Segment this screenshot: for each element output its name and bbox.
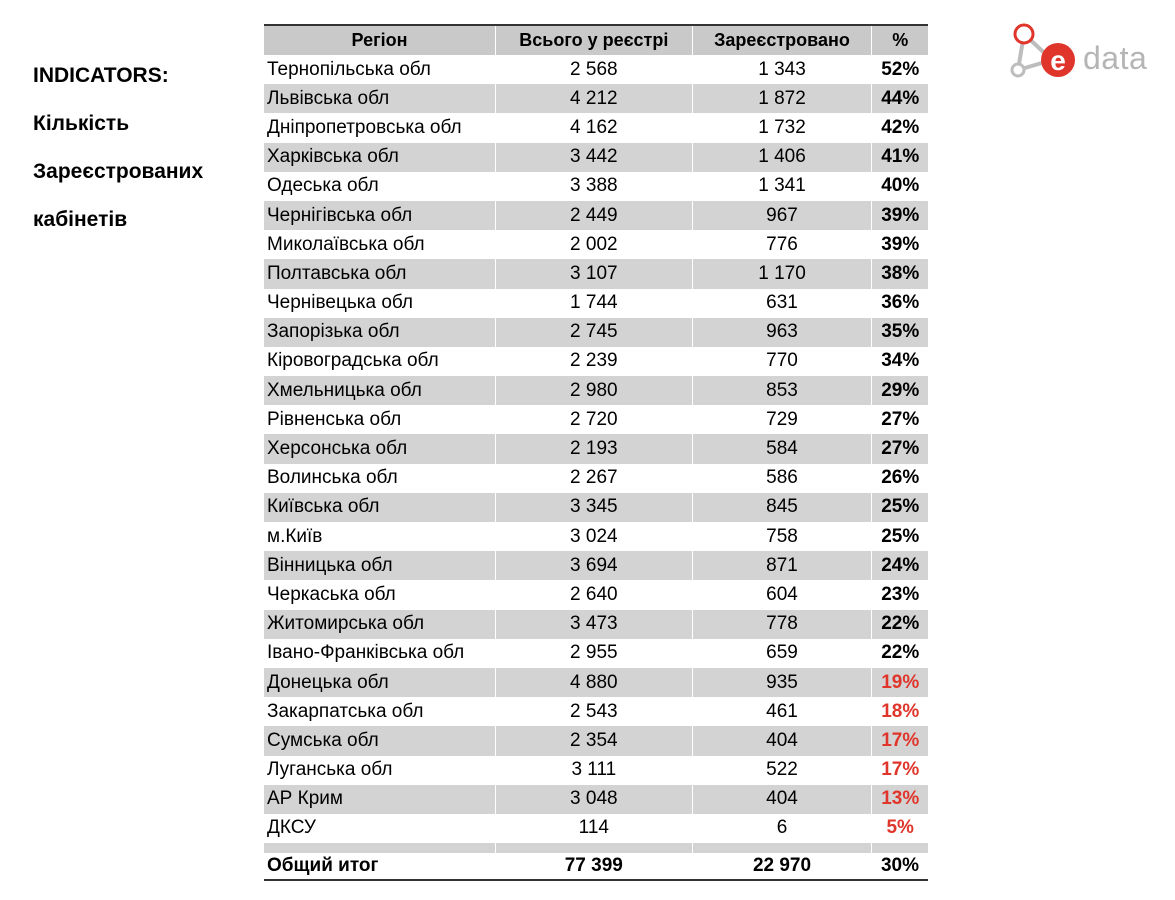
registered-cell: 584 bbox=[692, 434, 872, 463]
table-spacer-row bbox=[264, 843, 928, 853]
table-row bbox=[264, 551, 928, 580]
region-cell: АР Крим bbox=[264, 785, 496, 814]
table-row bbox=[264, 113, 928, 142]
region-cell: Львівська обл bbox=[264, 84, 496, 113]
region-cell: Волинська обл bbox=[267, 467, 398, 489]
table-row bbox=[264, 756, 928, 785]
table-total-row bbox=[264, 853, 928, 880]
table-row bbox=[264, 230, 928, 259]
table-row bbox=[264, 172, 928, 201]
region-cell: ДКСУ bbox=[267, 817, 316, 839]
total-cell: 2 543 bbox=[496, 697, 693, 726]
total-cell: 3 388 bbox=[496, 172, 693, 201]
region-cell: Одеська обл bbox=[267, 175, 379, 197]
region-cell: Полтавська обл bbox=[264, 259, 496, 288]
total-cell: 114 bbox=[496, 814, 693, 843]
percent-cell: 27% bbox=[872, 405, 928, 434]
region-cell: м.Київ bbox=[267, 525, 323, 547]
percent-cell: 18% bbox=[872, 697, 928, 726]
registered-cell: 935 bbox=[692, 668, 872, 697]
logo-e-letter: e bbox=[1050, 45, 1066, 76]
percent-cell: 27% bbox=[872, 434, 928, 463]
total-cell: 4 212 bbox=[496, 84, 693, 113]
table-row bbox=[264, 668, 928, 697]
percent-cell: 52% bbox=[872, 55, 928, 84]
total-cell: 2 640 bbox=[496, 580, 693, 609]
header-percent: % bbox=[872, 25, 928, 55]
table-row bbox=[264, 464, 928, 493]
table-row bbox=[264, 610, 928, 639]
percent-cell: 25% bbox=[872, 522, 928, 551]
region-cell: Чернігівська обл bbox=[264, 201, 496, 230]
table-row bbox=[264, 55, 928, 84]
table-row bbox=[264, 580, 928, 609]
region-cell: Харківська обл bbox=[264, 143, 496, 172]
region-cell: Миколаївська обл bbox=[267, 233, 425, 255]
region-cell: Тернопільська обл bbox=[267, 58, 431, 80]
total-cell: 3 442 bbox=[496, 143, 693, 172]
registered-cell: 1 406 bbox=[692, 143, 872, 172]
registered-cell: 871 bbox=[692, 551, 872, 580]
registered-cell: 604 bbox=[692, 580, 872, 609]
percent-cell: 41% bbox=[872, 143, 928, 172]
total-cell: 2 980 bbox=[496, 376, 693, 405]
table-row bbox=[264, 639, 928, 668]
registered-cell: 1 732 bbox=[692, 113, 872, 142]
region-cell: Донецька обл bbox=[264, 668, 496, 697]
percent-cell: 35% bbox=[872, 318, 928, 347]
edata-logo bbox=[1008, 18, 1168, 88]
region-cell: Луганська обл bbox=[267, 759, 393, 781]
registered-cell: 1 170 bbox=[692, 259, 872, 288]
registered-cell: 853 bbox=[692, 376, 872, 405]
percent-cell: 42% bbox=[872, 113, 928, 142]
grand-percent-cell: 30% bbox=[872, 853, 928, 880]
total-cell: 4 162 bbox=[496, 113, 693, 142]
table-row bbox=[264, 347, 928, 376]
header-total: Всього у реєстрі bbox=[496, 25, 693, 55]
region-cell: Івано-Франківська обл bbox=[267, 642, 465, 664]
percent-cell: 39% bbox=[872, 230, 928, 259]
registered-cell: 404 bbox=[692, 785, 872, 814]
percent-cell: 23% bbox=[872, 580, 928, 609]
total-cell: 3 473 bbox=[496, 610, 693, 639]
molecule-icon bbox=[1008, 18, 1088, 88]
percent-cell: 25% bbox=[872, 493, 928, 522]
header-region: Регіон bbox=[264, 25, 496, 55]
table-row bbox=[264, 726, 928, 755]
registered-cell: 1 872 bbox=[692, 84, 872, 113]
percent-cell: 39% bbox=[872, 201, 928, 230]
percent-cell: 24% bbox=[872, 551, 928, 580]
region-cell: Кіровоградська обл bbox=[267, 350, 439, 372]
region-cell: Черкаська обл bbox=[267, 583, 396, 605]
registered-cell: 729 bbox=[692, 405, 872, 434]
table-row bbox=[264, 143, 928, 172]
total-cell: 4 880 bbox=[496, 668, 693, 697]
indicators-heading bbox=[33, 52, 253, 244]
region-cell: Закарпатська обл bbox=[267, 700, 424, 722]
registered-cell: 586 bbox=[692, 464, 872, 493]
table-row bbox=[264, 318, 928, 347]
percent-cell: 19% bbox=[872, 668, 928, 697]
region-cell: Київська обл bbox=[264, 493, 496, 522]
percent-cell: 29% bbox=[872, 376, 928, 405]
total-label: Общий итог bbox=[264, 853, 496, 880]
total-cell: 2 267 bbox=[496, 464, 693, 493]
grand-total-cell: 77 399 bbox=[496, 853, 693, 880]
title-line-2: Зареєстрованих bbox=[33, 160, 204, 183]
region-cell: Чернівецька обл bbox=[267, 292, 413, 314]
total-cell: 3 694 bbox=[496, 551, 693, 580]
header-registered: Зареєстровано bbox=[692, 25, 872, 55]
registered-cell: 6 bbox=[692, 814, 872, 843]
percent-cell: 22% bbox=[872, 610, 928, 639]
registered-cell: 963 bbox=[692, 318, 872, 347]
table-row bbox=[264, 434, 928, 463]
registered-cell: 770 bbox=[692, 347, 872, 376]
total-cell: 3 024 bbox=[496, 522, 693, 551]
registered-cell: 758 bbox=[692, 522, 872, 551]
total-cell: 2 568 bbox=[496, 55, 693, 84]
total-cell: 2 354 bbox=[496, 726, 693, 755]
table-row bbox=[264, 289, 928, 318]
registration-table bbox=[264, 24, 928, 881]
percent-cell: 44% bbox=[872, 84, 928, 113]
total-cell: 2 002 bbox=[496, 230, 693, 259]
percent-cell: 17% bbox=[872, 726, 928, 755]
registered-cell: 778 bbox=[692, 610, 872, 639]
title-line-1: Кількість bbox=[33, 112, 130, 135]
grand-registered-cell: 22 970 bbox=[692, 853, 872, 880]
percent-cell: 22% bbox=[872, 639, 928, 668]
percent-cell: 38% bbox=[872, 259, 928, 288]
total-cell: 2 955 bbox=[496, 639, 693, 668]
percent-cell: 5% bbox=[872, 814, 928, 843]
registered-cell: 522 bbox=[692, 756, 872, 785]
table-row bbox=[264, 493, 928, 522]
registered-cell: 659 bbox=[692, 639, 872, 668]
registered-cell: 404 bbox=[692, 726, 872, 755]
table-row bbox=[264, 522, 928, 551]
table-row bbox=[264, 405, 928, 434]
table-row bbox=[264, 259, 928, 288]
region-cell: Сумська обл bbox=[264, 726, 496, 755]
percent-cell: 36% bbox=[872, 289, 928, 318]
total-cell: 1 744 bbox=[496, 289, 693, 318]
table-row bbox=[264, 814, 928, 843]
total-cell: 2 193 bbox=[496, 434, 693, 463]
total-cell: 3 111 bbox=[496, 756, 693, 785]
table-row bbox=[264, 697, 928, 726]
table-row bbox=[264, 84, 928, 113]
registered-cell: 1 341 bbox=[692, 172, 872, 201]
logo-text: data bbox=[1083, 40, 1148, 76]
region-cell: Запорізька обл bbox=[264, 318, 496, 347]
total-cell: 2 449 bbox=[496, 201, 693, 230]
region-cell: Херсонська обл bbox=[264, 434, 496, 463]
table-header-row bbox=[264, 25, 928, 55]
total-cell: 2 239 bbox=[496, 347, 693, 376]
region-cell: Вінницька обл bbox=[264, 551, 496, 580]
region-cell: Житомирська обл bbox=[264, 610, 496, 639]
registered-cell: 1 343 bbox=[692, 55, 872, 84]
total-cell: 3 345 bbox=[496, 493, 693, 522]
table-row bbox=[264, 201, 928, 230]
percent-cell: 34% bbox=[872, 347, 928, 376]
region-cell: Рівненська обл bbox=[267, 408, 402, 430]
total-cell: 2 720 bbox=[496, 405, 693, 434]
table-row bbox=[264, 376, 928, 405]
total-cell: 3 107 bbox=[496, 259, 693, 288]
registered-cell: 967 bbox=[692, 201, 872, 230]
registered-cell: 845 bbox=[692, 493, 872, 522]
total-cell: 3 048 bbox=[496, 785, 693, 814]
indicators-label: INDICATORS: bbox=[33, 64, 169, 87]
registered-cell: 461 bbox=[692, 697, 872, 726]
region-cell: Хмельницька обл bbox=[264, 376, 496, 405]
title-line-3: кабінетів bbox=[33, 208, 128, 231]
percent-cell: 26% bbox=[872, 464, 928, 493]
total-cell: 2 745 bbox=[496, 318, 693, 347]
registered-cell: 631 bbox=[692, 289, 872, 318]
registered-cell: 776 bbox=[692, 230, 872, 259]
region-cell: Дніпропетровська обл bbox=[267, 116, 462, 138]
table-row bbox=[264, 785, 928, 814]
percent-cell: 40% bbox=[872, 172, 928, 201]
percent-cell: 13% bbox=[872, 785, 928, 814]
percent-cell: 17% bbox=[872, 756, 928, 785]
